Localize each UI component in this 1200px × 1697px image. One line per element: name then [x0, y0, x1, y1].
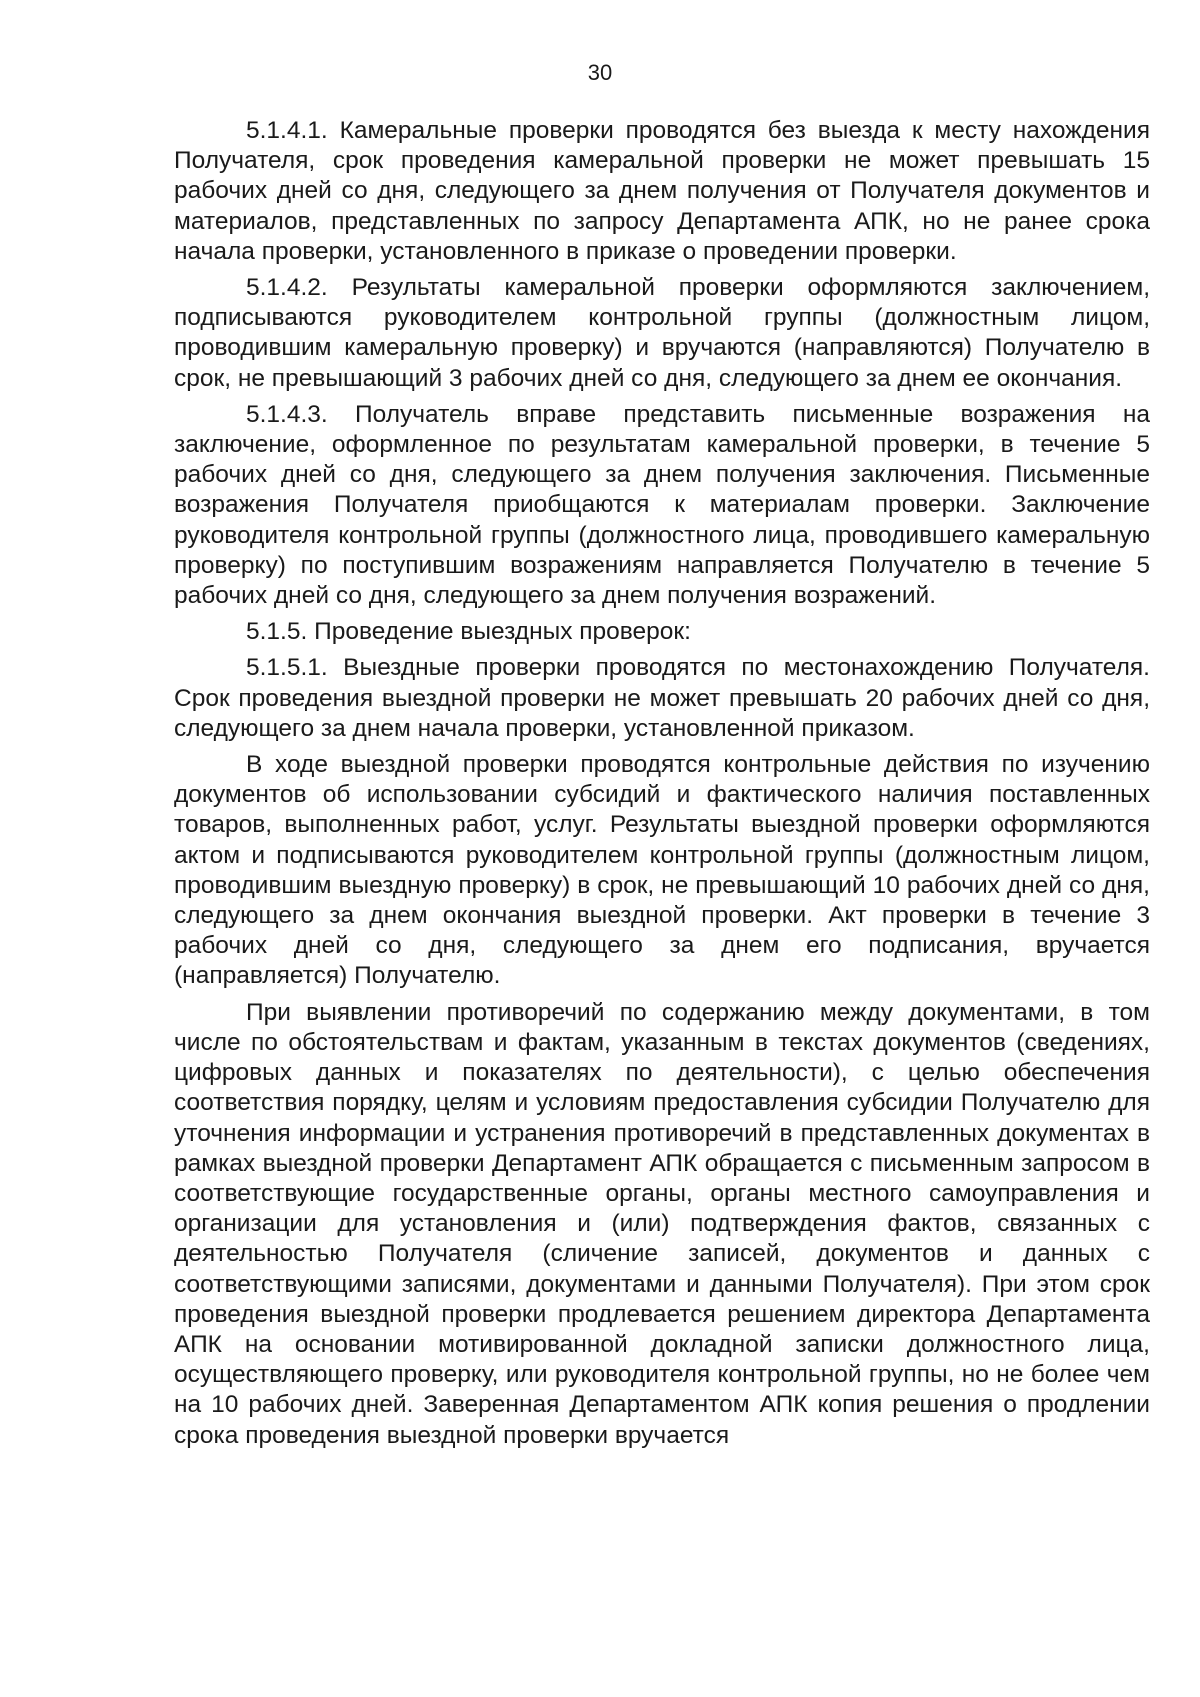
paragraph-5-1-5: 5.1.5. Проведение выездных проверок:	[246, 618, 691, 646]
paragraph-field-check-actions: В ходе выездной проверки проводятся контрольные действия по изучению документов об использовании субсидий и фактического наличия поставленных товаров, выполненных работ, услуг. Результаты выездной проверки оформляются актом и подписываются руководителем контрольной группы (должностным лицом, проводившим выездную проверку) в срок, не превышающий 10 рабочих дней со дня, следующего за днем окончания выездной проверки. Акт проверки в течение 3 рабочих дней со дня, следующего за днем его подписания, вручается (направляется) Получателю.	[174, 751, 1150, 990]
paragraph-5-1-4-3: 5.1.4.3. Получатель вправе представить письменные возражения на заключение, оформленное по результатам камеральной проверки, в течение 5 рабочих дней со дня, следующего за днем получения заключения. Письменные возражения Получателя приобщаются к материалам проверки. Заключение руководителя контрольной группы (должностного лица, проводившего камеральную проверку) по поступившим возражениям направляется Получателю в течение 5 рабочих дней со дня, следующего за днем получения возражений.	[174, 400, 1150, 610]
document-body	[174, 116, 1150, 1457]
paragraph-5-1-4-2: 5.1.4.2. Результаты камеральной проверки оформляются заключением, подписываются руководителем контрольной группы (должностным лицом, проводившим камеральную проверку) и вручаются (направляются) Получателю в срок, не превышающий 3 рабочих дней со дня, следующего за днем ее окончания.	[174, 274, 1150, 392]
page-number: 30	[587, 60, 613, 85]
paragraph-contradictions: При выявлении противоречий по содержанию между документами, в том числе по обстоятельствам и фактам, указанным в текстах документов (сведениях, цифровых данных и показателях по деятельности), с целью обеспечения соответствия порядку, целям и условиям предоставления субсидии Получателю для уточнения информации и устранения противоречий в представленных документах в рамках выездной проверки Департамент АПК обращается с письменным запросом в соответствующие государственные органы, органы местного самоуправления и организации для установления и (или) подтверждения фактов, связанных с деятельностью Получателя (сличение записей, документов и данных с соответствующими записями, документами и данными Получателя). При этом срок проведения выездной проверки продлевается решением директора Департамента АПК на основании мотивированной докладной записки должностного лица, осуществляющего проверку, или руководителя контрольной группы, но не более чем на 10 рабочих дней. Заверенная Департаментом АПК копия решения о продлении срока проведения выездной проверки вручается	[174, 998, 1150, 1449]
paragraph-5-1-4-1: 5.1.4.1. Камеральные проверки проводятся без выезда к месту нахождения Получателя, срок проведения камеральной проверки не может превышать 15 рабочих дней со дня, следующего за днем получения от Получателя документов и материалов, представленных по запросу Департамента АПК, но не ранее срока начала проверки, установленного в приказе о проведении проверки.	[174, 117, 1150, 265]
paragraph-5-1-5-1: 5.1.5.1. Выездные проверки проводятся по местонахождению Получателя. Срок проведения выездной проверки не может превышать 20 рабочих дней со дня, следующего за днем начала проверки, установленной приказом.	[174, 654, 1150, 742]
